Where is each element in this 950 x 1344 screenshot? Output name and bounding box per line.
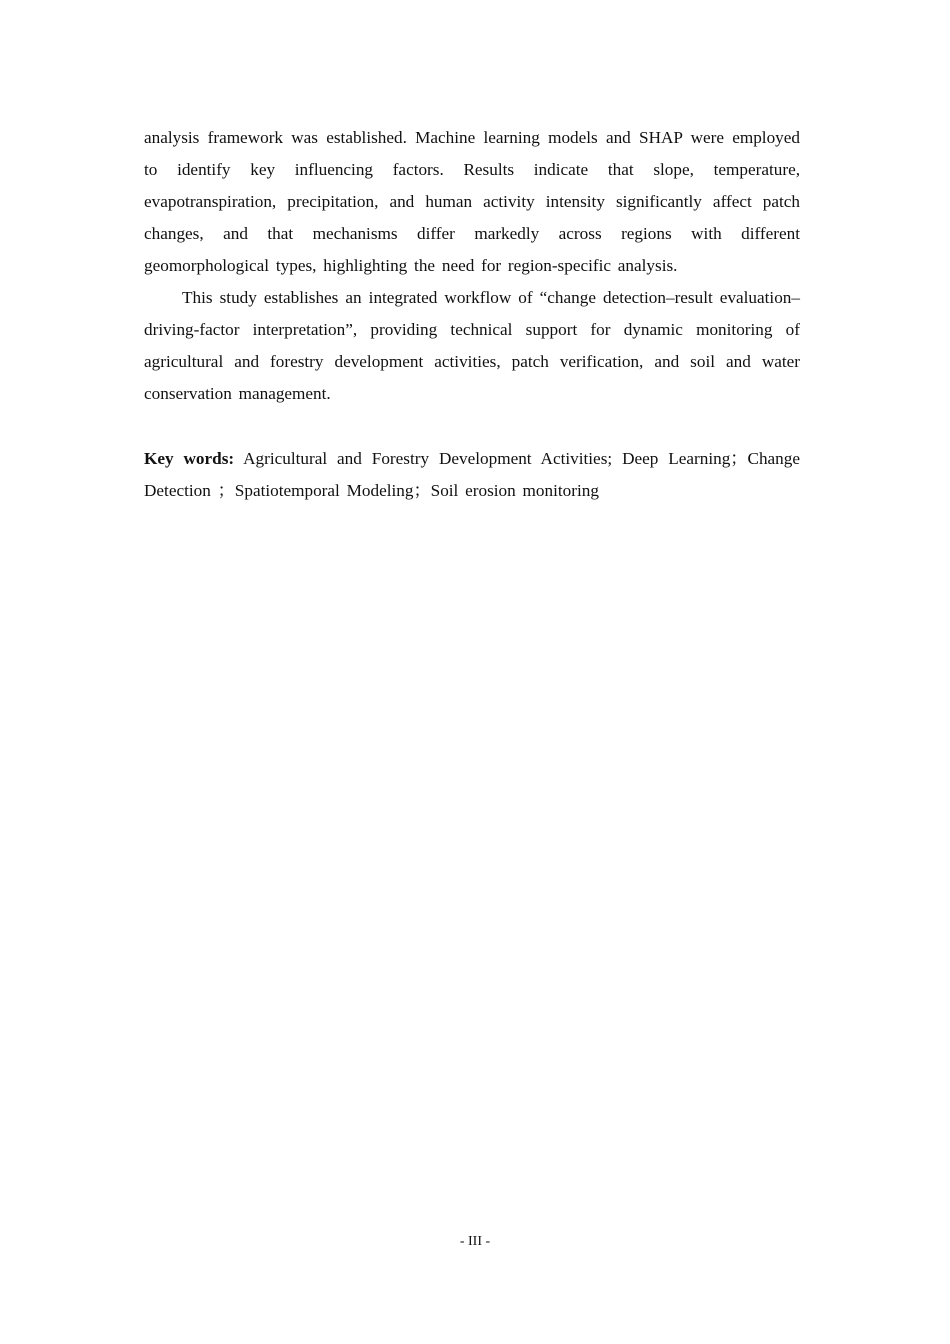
- abstract-paragraph-1: analysis framework was established. Machine learning models and SHAP were employed to identify key influencing factors. Results indicate that slope, temperature, evapotranspiration, precipitation, and human activity intensity significantly affect patch changes, and that mechanisms differ markedly across regions with different geomorphological types, highlighting the need for region-specific analysis.: [144, 128, 800, 275]
- abstract-paragraph-2: This study establishes an integrated workflow of “change detection–result evaluation–driving-factor interpretation”, providing technical support for dynamic monitoring of agricultural and forestry development activities, patch verification, and soil and water conservation management.: [144, 288, 800, 403]
- page-number: - III -: [459, 1234, 491, 1249]
- keywords-label: Key words:: [144, 449, 235, 468]
- keywords-line: [144, 443, 800, 507]
- abstract-body: [144, 122, 800, 507]
- keywords-text: Agricultural and Forestry Development Activities; Deep Learning；Change Detection ；Spatiotemporal Modeling；Soil erosion monitoring: [144, 449, 800, 500]
